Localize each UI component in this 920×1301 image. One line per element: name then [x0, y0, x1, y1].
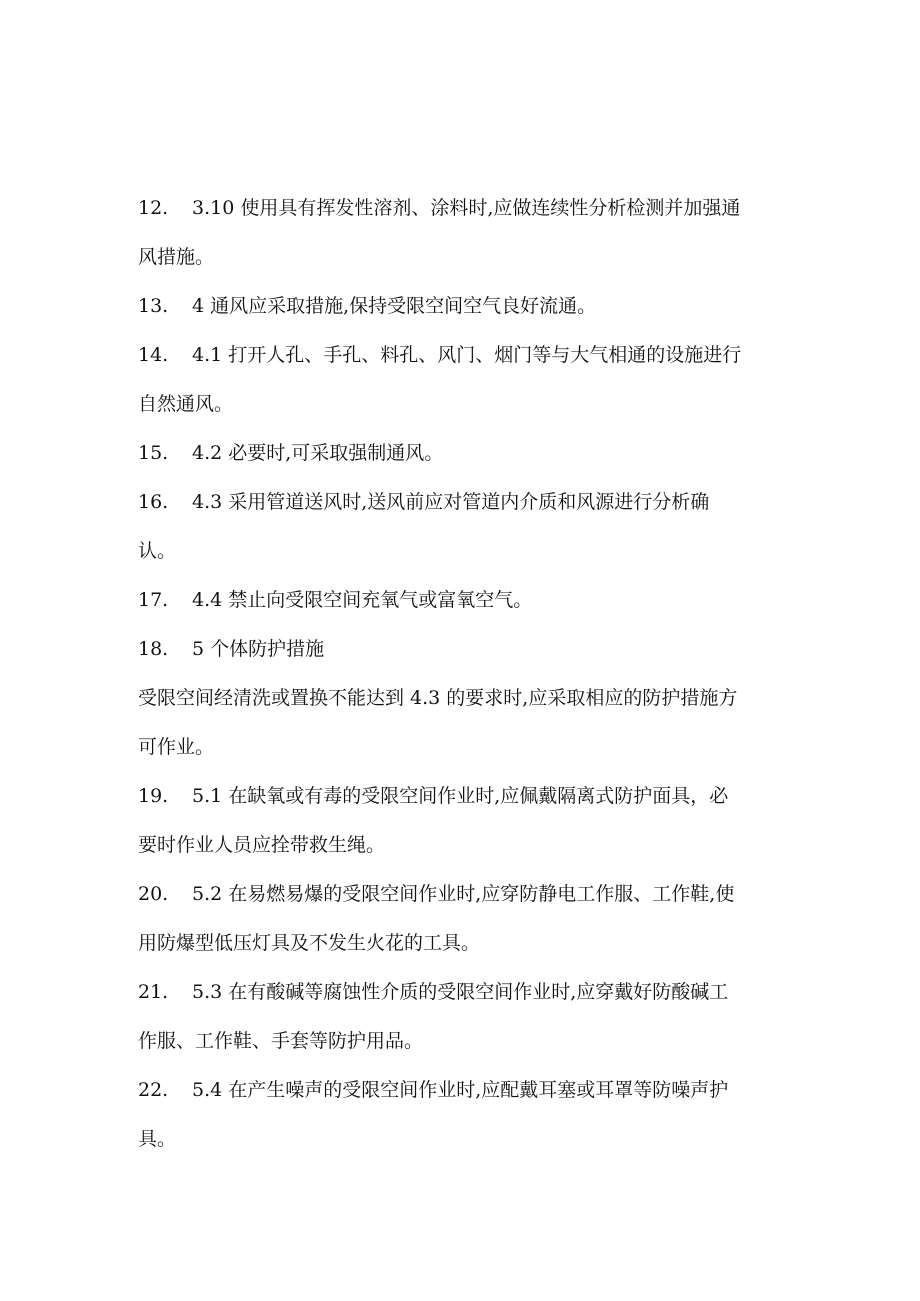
item-19-text-cont: 要时作业人员应拴带救生绳。 [138, 834, 386, 856]
item-12-line-1 [138, 195, 788, 221]
item-20-text-cont: 用防爆型低压灯具及不发生火花的工具。 [138, 932, 481, 954]
paragraph-line-2 [138, 734, 788, 760]
item-14-text-cont: 自然通风。 [138, 393, 234, 415]
item-15-number: 15. [138, 442, 169, 464]
item-16-line-1 [138, 489, 788, 515]
paragraph-text-cont: 可作业。 [138, 736, 215, 758]
item-19-number: 19. [138, 785, 169, 807]
paragraph-text: 受限空间经清洗或置换不能达到 4.3 的要求时,应采取相应的防护措施方 [138, 687, 738, 709]
item-14-text: 4.1 打开人孔、手孔、料孔、风门、烟门等与大气相通的设施进行 [192, 344, 742, 366]
item-21-text-cont: 作服、工作鞋、手套等防护用品。 [138, 1030, 424, 1052]
item-21-number: 21. [138, 981, 169, 1003]
item-12-number: 12. [138, 197, 169, 219]
item-17-text: 4.4 禁止向受限空间充氧气或富氧空气。 [192, 589, 533, 611]
item-22-number: 22. [138, 1079, 169, 1101]
item-13-line-1 [138, 293, 788, 319]
item-22-text-cont: 具。 [138, 1128, 177, 1150]
item-22-text: 5.4 在产生噪声的受限空间作业时,应配戴耳塞或耳罩等防噪声护 [192, 1079, 729, 1101]
item-13-text: 4 通风应采取措施,保持受限空间空气良好流通。 [192, 295, 597, 317]
item-22-line-1 [138, 1077, 788, 1103]
item-21-text: 5.3 在有酸碱等腐蚀性介质的受限空间作业时,应穿戴好防酸碱工 [192, 981, 729, 1003]
item-19-text: 5.1 在缺氧或有毒的受限空间作业时,应佩戴隔离式防护面具，必 [192, 785, 729, 807]
item-14-line-1 [138, 342, 788, 368]
item-16-number: 16. [138, 491, 169, 513]
item-18-text: 5 个体防护措施 [192, 638, 325, 660]
item-20-number: 20. [138, 883, 169, 905]
item-20-line-2 [138, 930, 788, 956]
item-16-line-2 [138, 538, 788, 564]
item-14-line-2 [138, 391, 788, 417]
paragraph-line-1 [138, 685, 788, 711]
item-17-line-1 [138, 587, 788, 613]
item-22-line-2 [138, 1126, 788, 1152]
item-20-line-1 [138, 881, 788, 907]
item-13-number: 13. [138, 295, 169, 317]
item-19-line-1 [138, 783, 788, 809]
item-19-line-2 [138, 832, 788, 858]
item-20-text: 5.2 在易燃易爆的受限空间作业时,应穿防静电工作服、工作鞋,使 [192, 883, 735, 905]
item-16-text-cont: 认。 [138, 540, 177, 562]
item-12-line-2 [138, 244, 788, 270]
item-18-number: 18. [138, 638, 169, 660]
item-17-number: 17. [138, 589, 169, 611]
item-16-text: 4.3 采用管道送风时,送风前应对管道内介质和风源进行分析确 [192, 491, 710, 513]
item-14-number: 14. [138, 344, 169, 366]
item-12-text-cont: 风措施。 [138, 246, 215, 268]
item-15-line-1 [138, 440, 788, 466]
item-21-line-2 [138, 1028, 788, 1054]
item-18-line-1 [138, 636, 788, 662]
item-12-text: 3.10 使用具有挥发性溶剂、涂料时,应做连续性分析检测并加强通 [192, 197, 741, 219]
item-21-line-1 [138, 979, 788, 1005]
item-15-text: 4.2 必要时,可采取强制通风。 [192, 442, 444, 464]
